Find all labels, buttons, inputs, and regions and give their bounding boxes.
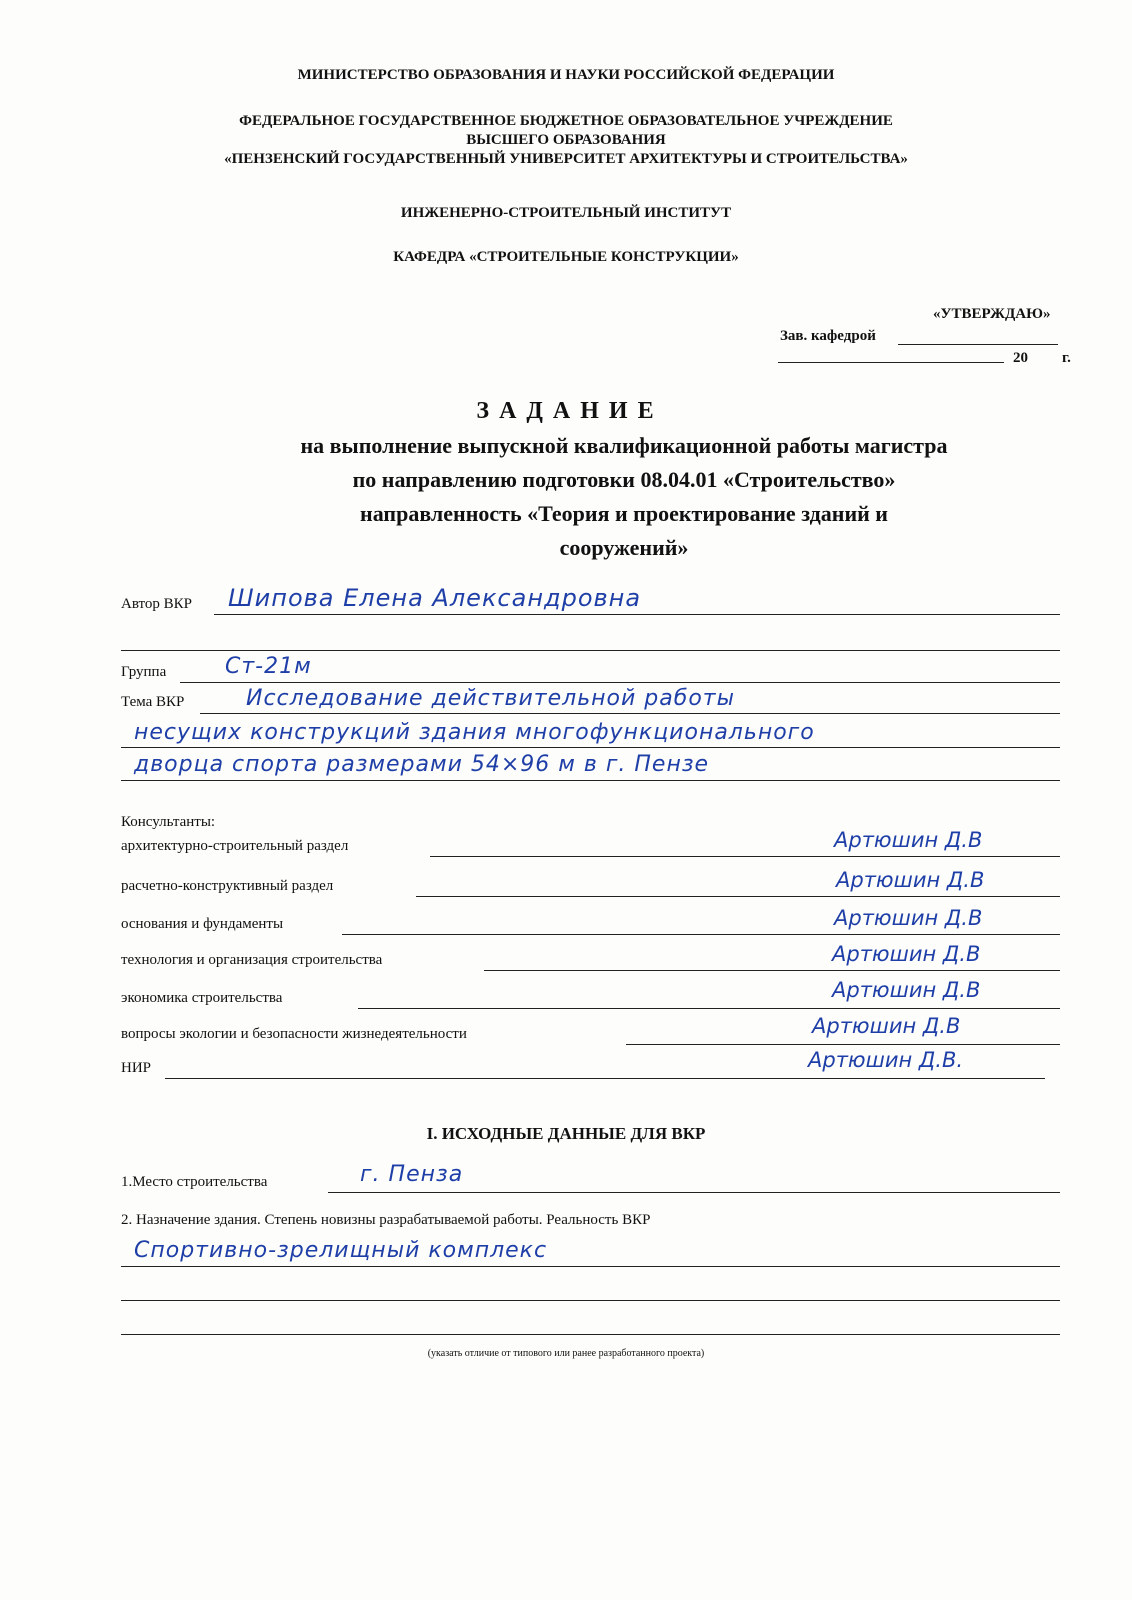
consultant-label-structural: расчетно-конструктивный раздел — [121, 878, 334, 894]
consultant-line-foundations — [342, 934, 1060, 935]
head-signature-line — [898, 344, 1058, 345]
topic-label: Тема ВКР — [121, 694, 185, 710]
author-line — [214, 614, 1060, 615]
consultant-signature-structural[interactable]: Артюшин Д.В — [836, 868, 985, 892]
group-line — [180, 682, 1060, 683]
approve-label: «УТВЕРЖДАЮ» — [933, 306, 1051, 322]
assignment-title: З А Д А Н И Е — [476, 398, 656, 424]
institute-name: ИНЖЕНЕРНО-СТРОИТЕЛЬНЫЙ ИНСТИТУТ — [400, 205, 732, 221]
section-title-source-data: I. ИСХОДНЫЕ ДАННЫЕ ДЛЯ ВКР — [426, 1124, 706, 1143]
topic-value-line2[interactable]: несущих конструкций здания многофункционального — [134, 720, 815, 745]
institution-line1: ФЕДЕРАЛЬНОЕ ГОСУДАРСТВЕННОЕ БЮДЖЕТНОЕ ОБРАЗОВАТЕЛЬНОЕ УЧРЕЖДЕНИЕ — [239, 113, 893, 129]
institution-line3: «ПЕНЗЕНСКИЙ ГОСУДАРСТВЕННЫЙ УНИВЕРСИТЕТ АРХИТЕКТУРЫ И СТРОИТЕЛЬСТВА» — [224, 151, 908, 167]
purpose-value[interactable]: Спортивно-зрелищный комплекс — [134, 1238, 548, 1263]
consultant-label-ecology: вопросы экологии и безопасности жизнедеятельности — [121, 1026, 467, 1042]
consultant-label-technology: технология и организация строительства — [121, 952, 383, 968]
department-name: КАФЕДРА «СТРОИТЕЛЬНЫЕ КОНСТРУКЦИИ» — [393, 249, 739, 265]
consultant-label-economics: экономика строительства — [121, 990, 283, 1006]
place-line — [328, 1192, 1060, 1193]
head-of-department-label: Зав. кафедрой — [780, 328, 876, 344]
consultant-line-technology — [484, 970, 1060, 971]
topic-value-line1[interactable]: Исследование действительной работы — [246, 686, 735, 711]
purpose-line-2 — [121, 1300, 1060, 1301]
consultant-signature-architecture[interactable]: Артюшин Д.В — [834, 828, 983, 852]
purpose-line-3 — [121, 1334, 1060, 1335]
consultant-label-architecture: архитектурно-строительный раздел — [121, 838, 349, 854]
consultant-line-ecology — [626, 1044, 1060, 1045]
topic-line-1 — [200, 713, 1060, 714]
consultant-line-economics — [358, 1008, 1060, 1009]
assignment-line2: по направлению подготовки 08.04.01 «Строительство» — [352, 467, 896, 492]
ministry-title: МИНИСТЕРСТВО ОБРАЗОВАНИЯ И НАУКИ РОССИЙСКОЙ ФЕДЕРАЦИИ — [297, 67, 835, 83]
consultant-label-foundations: основания и фундаменты — [121, 916, 284, 932]
purpose-note: (указать отличие от типового или ранее разработанного проекта) — [427, 1348, 705, 1359]
consultant-signature-economics[interactable]: Артюшин Д.В — [832, 978, 981, 1002]
consultant-signature-technology[interactable]: Артюшин Д.В — [832, 942, 981, 966]
author-label: Автор ВКР — [121, 596, 193, 612]
topic-line-3 — [121, 780, 1060, 781]
consultant-line-research — [165, 1078, 1045, 1079]
topic-value-line3[interactable]: дворца спорта размерами 54×96 м в г. Пензе — [134, 752, 710, 777]
consultant-line-structural — [416, 896, 1060, 897]
assignment-line1: на выполнение выпускной квалификационной работы магистра — [300, 433, 948, 458]
place-value[interactable]: г. Пенза — [360, 1162, 464, 1187]
group-label: Группа — [121, 664, 167, 680]
group-value[interactable]: Ст-21м — [225, 654, 312, 679]
consultant-signature-foundations[interactable]: Артюшин Д.В — [834, 906, 983, 930]
date-line — [778, 362, 1004, 363]
consultant-label-research: НИР — [121, 1060, 152, 1076]
place-label: 1.Место строительства — [121, 1174, 268, 1190]
purpose-label: 2. Назначение здания. Степень новизны разрабатываемой работы. Реальность ВКР — [121, 1212, 651, 1228]
assignment-line3: направленность «Теория и проектирование зданий и — [360, 501, 888, 526]
consultant-signature-research[interactable]: Артюшин Д.В. — [808, 1048, 964, 1072]
topic-line-2 — [121, 747, 1060, 748]
author-line-2 — [121, 650, 1060, 651]
author-value[interactable]: Шипова Елена Александровна — [228, 584, 642, 612]
consultant-signature-ecology[interactable]: Артюшин Д.В — [812, 1014, 961, 1038]
year-suffix: г. — [1062, 350, 1071, 366]
consultants-label: Консультанты: — [121, 814, 216, 830]
consultant-line-architecture — [430, 856, 1060, 857]
institution-line2: ВЫСШЕГО ОБРАЗОВАНИЯ — [466, 132, 666, 148]
year-label: 20 — [1013, 350, 1028, 366]
assignment-line4: сооружений» — [559, 535, 689, 560]
purpose-line-1 — [121, 1266, 1060, 1267]
